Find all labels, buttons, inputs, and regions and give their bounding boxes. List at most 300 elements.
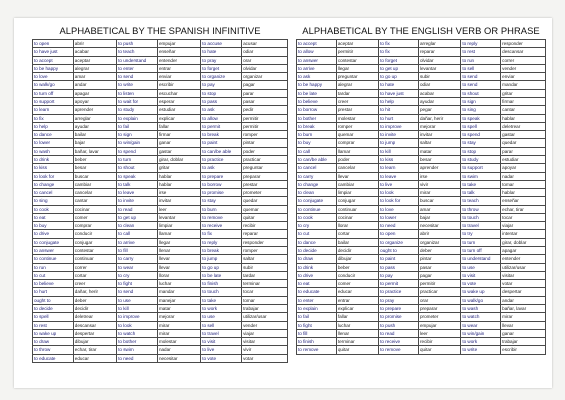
spanish-verb-cell: ayudar bbox=[418, 97, 460, 105]
spanish-verb-cell: echar, tirar bbox=[501, 205, 546, 213]
english-verb-rows bbox=[297, 40, 546, 355]
spanish-verb-cell: conjugar bbox=[73, 238, 116, 246]
spanish-verb-cell: descansar bbox=[501, 48, 546, 56]
spanish-verb-cell: conducir bbox=[73, 230, 116, 238]
spanish-verb-cell: despertar bbox=[501, 288, 546, 296]
english-verb-cell: to accept bbox=[33, 56, 74, 64]
spanish-verb-cell: comprar bbox=[336, 139, 378, 147]
english-verb-cell: to explain bbox=[297, 305, 337, 313]
english-verb-cell: to help bbox=[33, 122, 74, 130]
spanish-verb-cell: pasar bbox=[418, 263, 460, 271]
english-verb-cell: to prepare bbox=[201, 172, 242, 180]
english-verb-cell: to study bbox=[461, 155, 501, 163]
spanish-verb-cell: entender bbox=[157, 56, 200, 64]
table-row bbox=[297, 197, 546, 205]
spanish-verb-cell: invitar bbox=[418, 131, 460, 139]
table-row bbox=[33, 247, 288, 255]
spanish-verb-cell: practicar bbox=[418, 288, 460, 296]
spanish-verb-cell: deber bbox=[73, 296, 116, 304]
english-verb-cell: to go up bbox=[379, 73, 419, 81]
table-row bbox=[297, 213, 546, 221]
spanish-verb-cell: olvidar bbox=[418, 56, 460, 64]
spanish-verb-cell: aprender bbox=[418, 164, 460, 172]
spanish-verb-cell: alegrar bbox=[336, 81, 378, 89]
table-row bbox=[297, 205, 546, 213]
spanish-verb-cell: despertar bbox=[73, 329, 116, 337]
english-verb-cell: to be late bbox=[201, 271, 242, 279]
english-verb-cell: to kill bbox=[117, 305, 158, 313]
spanish-verb-cell: cortar bbox=[336, 230, 378, 238]
table-row bbox=[33, 64, 288, 72]
table-row bbox=[33, 338, 288, 346]
english-verb-cell: to write bbox=[117, 81, 158, 89]
english-verb-cell: to teach bbox=[117, 48, 158, 56]
table-row bbox=[33, 180, 288, 188]
spanish-infinitive-panel bbox=[32, 24, 288, 363]
spanish-verb-cell: deber bbox=[418, 247, 460, 255]
table-row bbox=[297, 147, 546, 155]
english-verb-cell: to win/gain bbox=[461, 329, 501, 337]
spanish-verb-cell: orar bbox=[418, 296, 460, 304]
spanish-verb-cell: cortar bbox=[73, 271, 116, 279]
english-verb-cell: to use bbox=[461, 263, 501, 271]
table-row bbox=[297, 288, 546, 296]
spanish-verb-cell: tardar bbox=[242, 271, 288, 279]
spanish-verb-cell: beber bbox=[73, 155, 116, 163]
table-row bbox=[297, 247, 546, 255]
spanish-verb-cell: odiar bbox=[242, 48, 288, 56]
english-verb-cell: to look bbox=[379, 189, 419, 197]
english-verb-cell: to forget bbox=[201, 64, 242, 72]
spanish-verb-cell: gastar bbox=[501, 131, 546, 139]
spanish-verb-cell: mandar bbox=[157, 288, 200, 296]
english-verb-cell: to throw bbox=[33, 346, 74, 354]
spanish-verb-cell: visitar bbox=[242, 338, 288, 346]
english-verb-cell: to wear bbox=[117, 263, 158, 271]
spanish-verb-cell: besar bbox=[418, 155, 460, 163]
table-row bbox=[297, 64, 546, 72]
spanish-verb-cell: hablar bbox=[501, 114, 546, 122]
english-verb-cell: to love bbox=[379, 205, 419, 213]
spanish-verb-cell: llorar bbox=[157, 271, 200, 279]
english-verb-cell: to need bbox=[379, 222, 419, 230]
spanish-verb-cell: viajar bbox=[242, 329, 288, 337]
table-row bbox=[33, 106, 288, 114]
english-verb-cell: to clean bbox=[117, 222, 158, 230]
table-row bbox=[33, 263, 288, 271]
english-verb-cell: to carry bbox=[117, 255, 158, 263]
english-verb-cell: to answer bbox=[297, 56, 337, 64]
english-verb-cell: to open bbox=[33, 40, 74, 48]
spanish-verb-cell: mirar bbox=[418, 189, 460, 197]
english-verb-cell: to kiss bbox=[33, 164, 74, 172]
english-verb-cell: to allow bbox=[297, 48, 337, 56]
english-verb-cell: to cut bbox=[297, 230, 337, 238]
table-row bbox=[297, 40, 546, 48]
spanish-verb-cell: llenar bbox=[336, 329, 378, 337]
english-verb-cell: to allow bbox=[201, 114, 242, 122]
table-row bbox=[297, 155, 546, 163]
spanish-verb-cell: invitar bbox=[157, 197, 200, 205]
spanish-verb-cell: bailar bbox=[336, 238, 378, 246]
spanish-verb-cell: llevar bbox=[336, 172, 378, 180]
table-row bbox=[297, 329, 546, 337]
table-row bbox=[33, 97, 288, 105]
spanish-verb-cell: mejorar bbox=[157, 313, 200, 321]
english-verb-cell: to be late bbox=[297, 89, 337, 97]
spanish-verb-cell: hablar bbox=[157, 180, 200, 188]
english-verb-cell: to wait for bbox=[117, 97, 158, 105]
spanish-verb-cell: aprender bbox=[73, 106, 116, 114]
english-verb-cell: to leave bbox=[117, 189, 158, 197]
table-row bbox=[33, 122, 288, 130]
english-verb-cell: to dance bbox=[297, 238, 337, 246]
spanish-verb-cell: permitir bbox=[336, 48, 378, 56]
spanish-verb-cell: correr bbox=[501, 56, 546, 64]
english-verb-cell: to ask bbox=[201, 106, 242, 114]
spanish-verb-cell: necesitar bbox=[157, 354, 200, 362]
spanish-verb-cell: continuar bbox=[73, 255, 116, 263]
spanish-verb-cell: llegar bbox=[336, 64, 378, 72]
english-verb-cell: to remove bbox=[201, 213, 242, 221]
spanish-verb-cell: practicar bbox=[242, 155, 288, 163]
english-verb-cell: to talk bbox=[117, 180, 158, 188]
english-verb-cell: to fail bbox=[117, 122, 158, 130]
spanish-verb-cell: mirar bbox=[157, 321, 200, 329]
english-verb-cell: to burn bbox=[201, 205, 242, 213]
table-row bbox=[33, 238, 288, 246]
english-verb-cell: to need bbox=[117, 354, 158, 362]
english-verb-cell: to bother bbox=[117, 338, 158, 346]
spanish-verb-cell: deletrear bbox=[501, 122, 546, 130]
english-verb-cell: to can/be able bbox=[201, 147, 242, 155]
table-row bbox=[297, 81, 546, 89]
english-verb-cell: to pass bbox=[201, 97, 242, 105]
english-verb-cell: to fight bbox=[117, 280, 158, 288]
spanish-verb-cell: leer bbox=[157, 205, 200, 213]
spanish-verb-cell: entrar bbox=[336, 296, 378, 304]
spanish-verb-cell: quitar bbox=[242, 213, 288, 221]
spanish-verb-cell: correr bbox=[73, 263, 116, 271]
table-row bbox=[297, 305, 546, 313]
table-row bbox=[297, 313, 546, 321]
spanish-verb-cell: estudiar bbox=[501, 155, 546, 163]
english-verb-cell: to spell bbox=[33, 313, 74, 321]
table-row bbox=[297, 106, 546, 114]
spanish-verb-cell: pegar bbox=[418, 106, 460, 114]
spanish-verb-cell: deletrear bbox=[73, 313, 116, 321]
english-verb-cell: to look for bbox=[379, 197, 419, 205]
table-row bbox=[297, 56, 546, 64]
spanish-verb-cell: explicar bbox=[336, 305, 378, 313]
spanish-verb-cell: llorar bbox=[336, 222, 378, 230]
english-verb-cell: to cry bbox=[117, 271, 158, 279]
english-verb-cell: to take bbox=[461, 180, 501, 188]
english-verb-cell: to write bbox=[461, 346, 501, 354]
english-verb-cell: to pray bbox=[379, 296, 419, 304]
english-verb-cell: to cancel bbox=[33, 189, 74, 197]
spanish-verb-cell: cantar bbox=[501, 106, 546, 114]
english-verb-cell: to buy bbox=[33, 222, 74, 230]
english-verb-cell: to have just bbox=[33, 48, 74, 56]
english-verb-cell: to reply bbox=[201, 238, 242, 246]
spanish-verb-cell: bajar bbox=[73, 139, 116, 147]
spanish-verb-cell: firmar bbox=[157, 131, 200, 139]
english-verb-cell: to hurt bbox=[379, 114, 419, 122]
spanish-verb-cell: bañar, lavar bbox=[73, 147, 116, 155]
english-verb-cell: to rest bbox=[33, 321, 74, 329]
spanish-verb-cell: acabar bbox=[73, 48, 116, 56]
english-verb-cell: to learn bbox=[379, 164, 419, 172]
english-verb-cell: to drink bbox=[297, 263, 337, 271]
english-verb-cell: to decide bbox=[297, 247, 337, 255]
spanish-verb-cell: preguntar bbox=[336, 73, 378, 81]
table-row bbox=[33, 40, 288, 48]
spanish-verb-cell: hablar bbox=[501, 189, 546, 197]
spanish-verb-cell: pagar bbox=[418, 271, 460, 279]
spanish-verb-cell: mandar bbox=[501, 81, 546, 89]
spanish-verb-cell: cancelar bbox=[336, 164, 378, 172]
english-verb-cell: to arrive bbox=[117, 238, 158, 246]
english-verb-cell: to fail bbox=[297, 313, 337, 321]
spanish-verb-cell: matar bbox=[157, 305, 200, 313]
english-verb-cell: to take bbox=[201, 296, 242, 304]
english-verb-cell: to look bbox=[117, 321, 158, 329]
spanish-verb-cell: cantar bbox=[73, 197, 116, 205]
table-row bbox=[33, 213, 288, 221]
spanish-verb-cell: conducir bbox=[336, 271, 378, 279]
spanish-verb-cell: llevar bbox=[157, 255, 200, 263]
spanish-verb-cell: entrar bbox=[157, 64, 200, 72]
english-verb-cell: to talk bbox=[461, 189, 501, 197]
spanish-verb-cell: prometer bbox=[418, 313, 460, 321]
english-verb-cell: to sign bbox=[117, 131, 158, 139]
english-verb-cell: to walk/go bbox=[33, 81, 74, 89]
english-verb-cell: to understand bbox=[117, 56, 158, 64]
table-row bbox=[33, 288, 288, 296]
english-verb-cell: to spend bbox=[461, 131, 501, 139]
english-verb-cell: to sell bbox=[201, 321, 242, 329]
spanish-verb-cell: beber bbox=[336, 263, 378, 271]
english-verb-cell: to break bbox=[297, 122, 337, 130]
english-verb-cell: to speak bbox=[461, 114, 501, 122]
table-row bbox=[33, 222, 288, 230]
english-verb-cell: to help bbox=[379, 97, 419, 105]
english-verb-cell: to sell bbox=[461, 64, 501, 72]
spanish-verb-cell: amar bbox=[418, 205, 460, 213]
spanish-verb-cell: nadar bbox=[157, 346, 200, 354]
english-verb-cell: to watch bbox=[461, 313, 501, 321]
table-row bbox=[33, 313, 288, 321]
spanish-verb-cell: molestar bbox=[336, 114, 378, 122]
spanish-verb-cell: reparar bbox=[418, 48, 460, 56]
english-verb-cell: to wash bbox=[33, 147, 74, 155]
table-row bbox=[297, 230, 546, 238]
english-verb-cell: to eat bbox=[297, 280, 337, 288]
english-verb-cell: to use bbox=[117, 296, 158, 304]
english-verb-cell: to hate bbox=[201, 48, 242, 56]
table-row bbox=[297, 97, 546, 105]
table-row bbox=[297, 189, 546, 197]
spanish-verb-cell: pagar bbox=[242, 81, 288, 89]
spanish-verb-cell: tomar bbox=[501, 180, 546, 188]
spanish-verb-cell: luchar bbox=[157, 280, 200, 288]
table-row bbox=[33, 155, 288, 163]
english-verb-cell: to ask bbox=[201, 164, 242, 172]
spanish-verb-cell: gritar bbox=[157, 164, 200, 172]
table-row bbox=[297, 139, 546, 147]
english-verb-cell: to travel bbox=[201, 329, 242, 337]
english-verb-cell: to continue bbox=[33, 255, 74, 263]
english-verb-cell: to push bbox=[379, 321, 419, 329]
english-verb-cell: to pass bbox=[379, 263, 419, 271]
spanish-verb-cell: amar bbox=[73, 73, 116, 81]
english-verb-cell: to try bbox=[461, 230, 501, 238]
spanish-verb-cell: quedar bbox=[242, 197, 288, 205]
english-verb-cell: to invite bbox=[117, 197, 158, 205]
spanish-verb-cell: creer bbox=[336, 97, 378, 105]
english-verb-cell: to bother bbox=[297, 114, 337, 122]
english-verb-cell: to improve bbox=[117, 313, 158, 321]
spanish-verb-cell: nadar bbox=[501, 172, 546, 180]
spanish-verb-cell: luchar bbox=[336, 321, 378, 329]
english-verb-cell: to answer bbox=[33, 247, 74, 255]
spanish-verb-cell: enviar bbox=[157, 73, 200, 81]
spanish-verb-cell: arreglar bbox=[418, 40, 460, 48]
worksheet-page bbox=[14, 18, 552, 388]
english-verb-cell: to receive bbox=[379, 338, 419, 346]
table-row bbox=[33, 189, 288, 197]
english-verb-cell: to invite bbox=[379, 131, 419, 139]
english-verb-cell: to eat bbox=[33, 213, 74, 221]
spanish-verb-cell: leer bbox=[418, 329, 460, 337]
spanish-verb-cell: enseñar bbox=[501, 197, 546, 205]
english-verb-cell: to permit bbox=[201, 122, 242, 130]
english-verb-cell: to wake up bbox=[461, 288, 501, 296]
table-row bbox=[33, 56, 288, 64]
spanish-verb-cell: alegrar bbox=[73, 64, 116, 72]
spanish-verb-cell: apagar bbox=[73, 89, 116, 97]
english-verb-cell: to work bbox=[201, 305, 242, 313]
table-row bbox=[297, 338, 546, 346]
spanish-verb-cell: escribir bbox=[157, 81, 200, 89]
english-verb-cell: to swim bbox=[117, 346, 158, 354]
spanish-verb-cell: llenar bbox=[157, 247, 200, 255]
spanish-verb-cell: cocinar bbox=[73, 205, 116, 213]
english-verb-cell: to continue bbox=[297, 205, 337, 213]
spanish-verb-cell: cambiar bbox=[73, 180, 116, 188]
spanish-verb-cell: utilizar/usar bbox=[242, 313, 288, 321]
english-verb-cell: to hate bbox=[379, 81, 419, 89]
english-verb-cell: to organize bbox=[201, 73, 242, 81]
english-verb-cell: to pay bbox=[379, 271, 419, 279]
table-row bbox=[33, 147, 288, 155]
spanish-verb-cell: responder bbox=[501, 40, 546, 48]
english-verb-cell: to turn bbox=[461, 238, 501, 246]
spanish-verb-cell: acabar bbox=[418, 89, 460, 97]
english-panel-title: ALPHABETICAL BY THE ENGLISH VERB OR PHRASE bbox=[302, 25, 540, 36]
table-row bbox=[297, 180, 546, 188]
english-verb-cell: to call bbox=[297, 147, 337, 155]
spanish-verb-cell: tardar bbox=[336, 89, 378, 97]
english-verb-cell: to open bbox=[379, 230, 419, 238]
english-verb-cell: to pray bbox=[201, 56, 242, 64]
english-verb-cell: to vote bbox=[461, 280, 501, 288]
spanish-verb-cell: necesitar bbox=[418, 222, 460, 230]
spanish-verb-cell: apagar bbox=[501, 247, 546, 255]
spanish-verb-cell: andar bbox=[501, 296, 546, 304]
spanish-verb-cell: descansar bbox=[73, 321, 116, 329]
english-verb-cell: to forget bbox=[379, 56, 419, 64]
spanish-verb-cell: organizar bbox=[242, 73, 288, 81]
table-row bbox=[297, 263, 546, 271]
english-verb-cell: to organize bbox=[379, 238, 419, 246]
english-verb-cell: to wake up bbox=[33, 329, 74, 337]
english-verb-cell: to live bbox=[379, 180, 419, 188]
english-verb-cell: to be happy bbox=[297, 81, 337, 89]
english-verb-cell: to lower bbox=[379, 213, 419, 221]
spanish-verb-cell: mirar bbox=[157, 329, 200, 337]
spanish-verb-cell: bajar bbox=[418, 213, 460, 221]
spanish-verb-cell: comer bbox=[336, 280, 378, 288]
spanish-verb-cell: romper bbox=[242, 131, 288, 139]
english-verb-cell: to wear bbox=[461, 321, 501, 329]
spanish-verb-cell: ganar bbox=[157, 139, 200, 147]
table-row bbox=[297, 164, 546, 172]
english-verb-cell: to fix bbox=[201, 230, 242, 238]
table-row bbox=[33, 73, 288, 81]
spanish-verb-cell: pasar bbox=[242, 97, 288, 105]
spanish-verb-table bbox=[32, 39, 288, 363]
english-verb-cell: to stop bbox=[201, 89, 242, 97]
english-verb-cell: to ask bbox=[297, 73, 337, 81]
english-verb-cell: to run bbox=[33, 263, 74, 271]
spanish-verb-cell: preparar bbox=[418, 305, 460, 313]
english-verb-cell: ought to bbox=[33, 296, 74, 304]
english-verb-cell: to love bbox=[33, 73, 74, 81]
table-row bbox=[297, 346, 546, 354]
table-row bbox=[297, 73, 546, 81]
english-verb-cell: to reply bbox=[461, 40, 501, 48]
english-verb-cell: to stop bbox=[461, 147, 501, 155]
english-verb-cell: to get up bbox=[117, 213, 158, 221]
spanish-verb-cell: conjugar bbox=[336, 197, 378, 205]
table-row bbox=[33, 296, 288, 304]
english-verb-cell: to turn off bbox=[33, 89, 74, 97]
english-verb-cell: to turn off bbox=[461, 247, 501, 255]
english-verb-cell: to change bbox=[33, 180, 74, 188]
english-verb-cell: to burn bbox=[297, 131, 337, 139]
english-verb-cell: to permit bbox=[379, 280, 419, 288]
english-verb-cell: to kiss bbox=[379, 155, 419, 163]
spanish-verb-cell: utilizar/usar bbox=[501, 263, 546, 271]
table-row bbox=[33, 114, 288, 122]
spanish-verb-cell: llevar bbox=[157, 263, 200, 271]
spanish-verb-cell: arreglar bbox=[73, 114, 116, 122]
english-verb-cell: to decide bbox=[33, 305, 74, 313]
spanish-verb-cell: permitir bbox=[242, 122, 288, 130]
english-verb-cell: to be happy bbox=[33, 64, 74, 72]
english-verb-cell: to fight bbox=[297, 321, 337, 329]
english-verb-cell: to live bbox=[201, 346, 242, 354]
english-verb-cell: to promise bbox=[201, 189, 242, 197]
spanish-verb-cell: decidir bbox=[73, 305, 116, 313]
spanish-verb-cell: escuchar bbox=[157, 89, 200, 97]
spanish-verb-cell: fallar bbox=[336, 313, 378, 321]
spanish-verb-cell: quedar bbox=[501, 139, 546, 147]
table-row bbox=[297, 131, 546, 139]
spanish-verb-cell: esperar bbox=[157, 97, 200, 105]
